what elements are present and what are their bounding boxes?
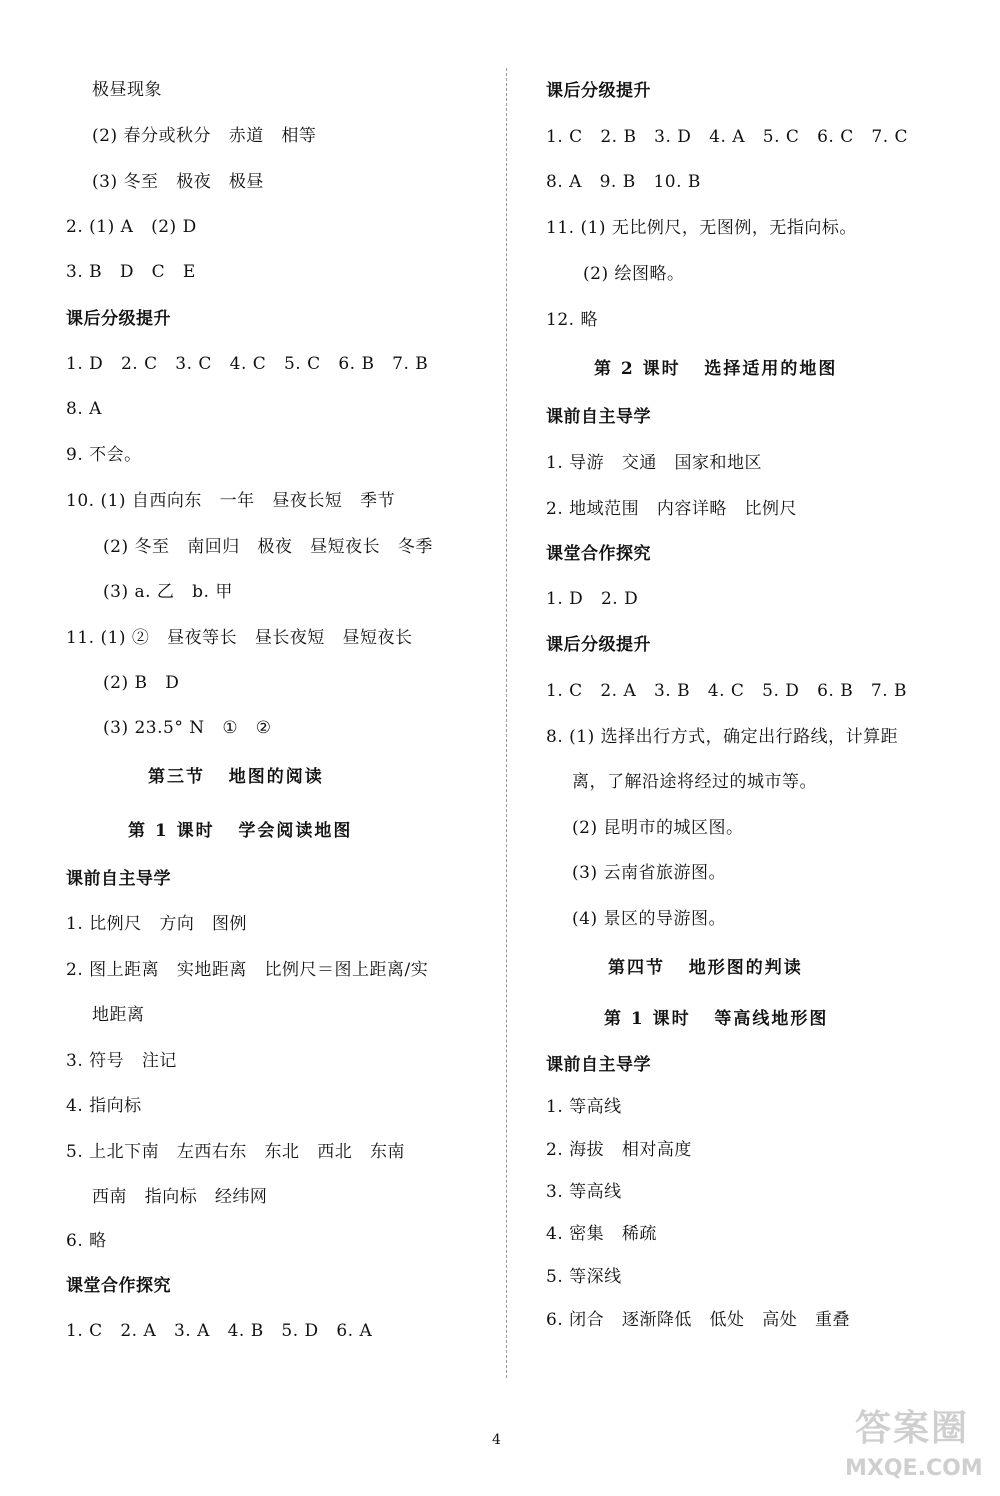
answer-line: 9. 不会。 <box>66 445 142 465</box>
answer-line: 4. 密集 稀疏 <box>546 1224 657 1244</box>
section-heading: 课后分级提升 <box>546 81 651 101</box>
section-heading: 课后分级提升 <box>546 635 651 655</box>
answer-line: 离，了解沿途将经过的城市等。 <box>572 772 817 792</box>
answer-line: 4. 指向标 <box>66 1096 142 1116</box>
watermark-logo <box>845 1400 995 1490</box>
answer-line: 8. A <box>66 399 102 419</box>
answer-line: (2) 冬至 南回归 极夜 昼短夜长 冬季 <box>103 537 433 557</box>
answer-line: 1. D 2. C 3. C 4. C 5. C 6. B 7. B <box>66 354 429 374</box>
answer-line: 1. 导游 交通 国家和地区 <box>546 453 763 473</box>
answer-line: 10. (1) 自西向东 一年 昼夜长短 季节 <box>66 491 396 511</box>
watermark-url: MXQE.COM <box>845 1456 983 1481</box>
answer-line: (2) 绘图略。 <box>583 264 685 284</box>
answer-line: 1. C 2. A 3. B 4. C 5. D 6. B 7. B <box>546 681 908 701</box>
chapter-title: 第四节 地形图的判读 <box>608 958 803 978</box>
answer-line: (3) 23.5° N ① ② <box>103 718 272 738</box>
answer-line: 1. 比例尺 方向 图例 <box>66 914 248 934</box>
answer-line: 2. 图上距离 实地距离 比例尺＝图上距离/实 <box>66 960 429 980</box>
section-heading: 课堂合作探究 <box>546 544 651 564</box>
answer-line: 3. 等高线 <box>546 1182 622 1202</box>
chapter-title: 第三节 地图的阅读 <box>148 767 324 787</box>
answer-line: (3) 冬至 极夜 极昼 <box>92 172 264 192</box>
answer-line: 西南 指向标 经纬网 <box>92 1187 268 1207</box>
answer-line: 极昼现象 <box>92 80 162 100</box>
answer-line: (2) B D <box>103 673 180 693</box>
answer-line: 6. 闭合 逐渐降低 低处 高处 重叠 <box>546 1310 850 1330</box>
answer-line: 5. 上北下南 左西右东 东北 西北 东南 <box>66 1142 405 1162</box>
answer-line: 8. (1) 选择出行方式，确定出行路线，计算距 <box>546 727 899 747</box>
column-divider <box>506 68 507 1378</box>
answer-line: (2) 春分或秋分 赤道 相等 <box>92 126 317 146</box>
answer-line: 8. A 9. B 10. B <box>546 172 701 192</box>
answer-line: 2. 地域范围 内容详略 比例尺 <box>546 499 798 519</box>
answer-line: (3) 云南省旅游图。 <box>572 863 726 883</box>
chapter-title: 第 1 课时 学会阅读地图 <box>128 821 353 841</box>
page-number: 4 <box>492 1432 501 1448</box>
section-heading: 课前自主导学 <box>546 1055 651 1075</box>
watermark-text: 答案圈 <box>855 1408 970 1449</box>
section-heading: 课后分级提升 <box>66 309 171 329</box>
answer-line: 11. (1) 无比例尺，无图例，无指向标。 <box>546 218 857 238</box>
answer-line: (4) 景区的导游图。 <box>572 909 726 929</box>
answer-line: 3. B D C E <box>66 262 196 282</box>
section-heading: 课前自主导学 <box>546 407 651 427</box>
answer-line: 6. 略 <box>66 1231 107 1251</box>
chapter-title: 第 1 课时 等高线地形图 <box>604 1009 829 1029</box>
answer-line: 1. 等高线 <box>546 1097 622 1117</box>
answer-line: 12. 略 <box>546 310 598 330</box>
answer-line: 地距离 <box>92 1005 145 1025</box>
answer-line: (3) a. 乙 b. 甲 <box>103 582 233 602</box>
answer-line: 2. 海拔 相对高度 <box>546 1140 692 1160</box>
answer-line: 1. C 2. A 3. A 4. B 5. D 6. A <box>66 1321 373 1341</box>
answer-line: 5. 等深线 <box>546 1267 622 1287</box>
chapter-title: 第 2 课时 选择适用的地图 <box>594 359 838 379</box>
answer-line: 1. C 2. B 3. D 4. A 5. C 6. C 7. C <box>546 127 909 147</box>
answer-line: 11. (1) ② 昼夜等长 昼长夜短 昼短夜长 <box>66 628 413 648</box>
answer-line: 1. D 2. D <box>546 589 639 609</box>
answer-line: (2) 昆明市的城区图。 <box>572 818 744 838</box>
section-heading: 课前自主导学 <box>66 869 171 889</box>
answer-line: 3. 符号 注记 <box>66 1051 177 1071</box>
answer-line: 2. (1) A (2) D <box>66 217 197 237</box>
section-heading: 课堂合作探究 <box>66 1276 171 1296</box>
